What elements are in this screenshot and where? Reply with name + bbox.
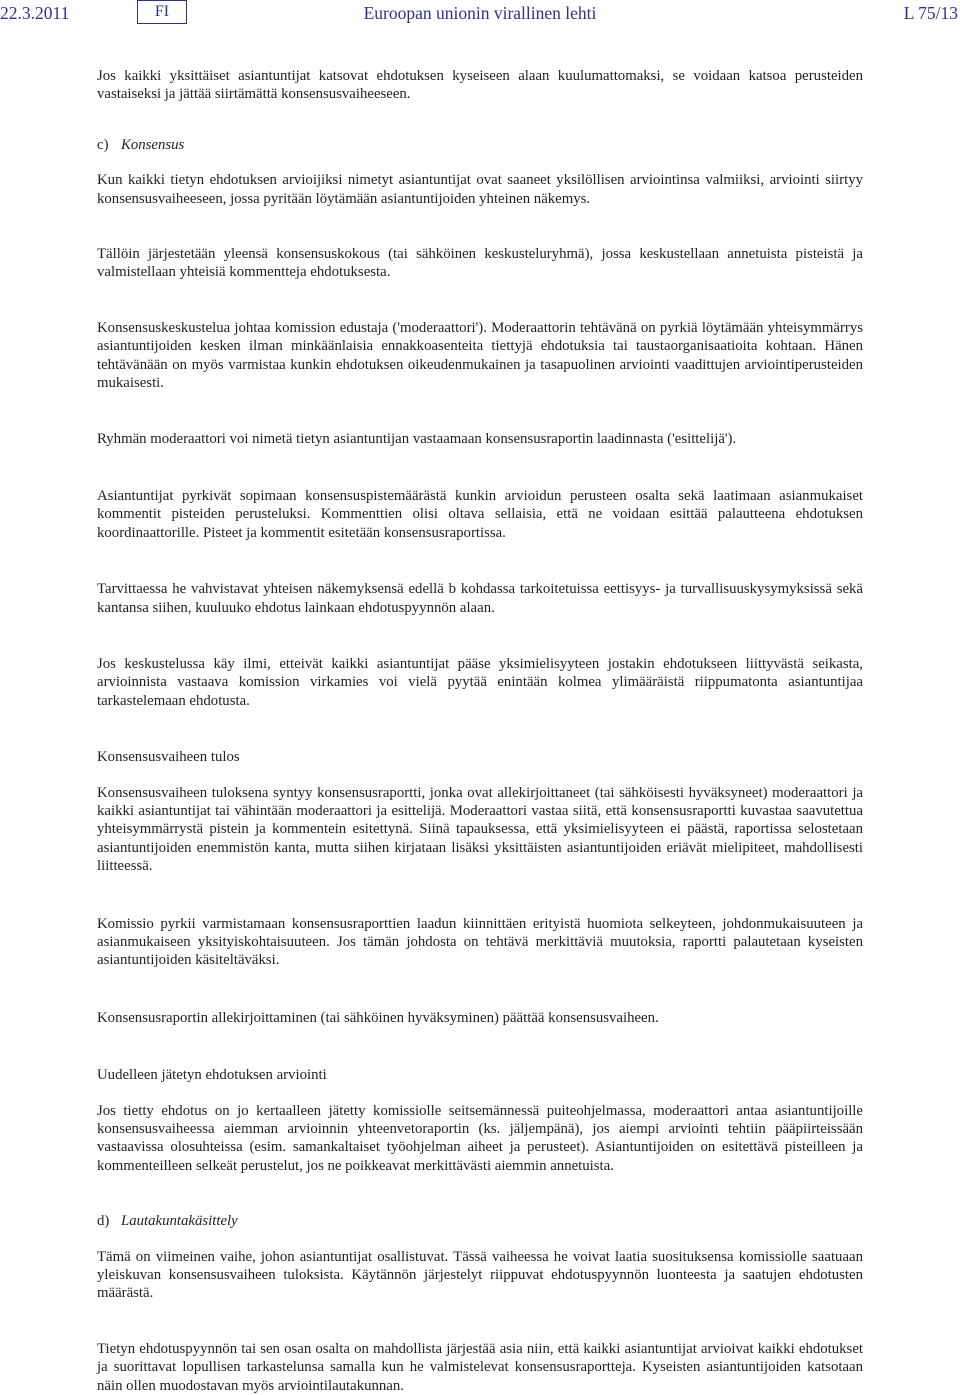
publication-date: 22.3.2011 (0, 3, 70, 23)
paragraph: Tämä on viimeinen vaihe, johon asiantuntijat osallistuvat. Tässä vaiheessa he voivat laatia suosituksensa komissiolle saatuaan yleiskuvan konsensusvaiheen tuloksista. Käytännön järjestelyt riippuvat ehdotuspyynnön luonteesta ja saatujen ehdotusten määrästä. (97, 1248, 863, 1302)
paragraph: Jos keskustelussa käy ilmi, etteivät kaikki asiantuntijat pääse yksimielisyyteen jostakin ehdotukseen liittyvästä seikasta, arvioinnista vastaava komission virkamies voi vielä pyytää enintään kolmea ylimääräistä riippumatonta asiantuntijaa tarkastelemaan ehdotusta. (97, 655, 863, 709)
paragraph: Konsensuskeskustelua johtaa komission edustaja ('moderaattori'). Moderaattorin tehtävänä on pyrkiä löytämään yhteisymmärrys asiantuntijoiden kesken ilman minkäänlaisia ennakkoasenteita tiettyjä ehdotuksia tai taustaorganisaatioita kohtaan. Hänen tehtävänään on myös varmistaa kunkin ehdotuksen oikeudenmukainen ja tasapuolinen arviointi vaadittujen arviointiperusteiden mukaisesti. (97, 319, 863, 392)
paragraph: Jos kaikki yksittäiset asiantuntijat katsovat ehdotuksen kyseiseen alaan kuulumattomaksi, se voidaan katsoa perusteiden vastaiseksi ja jättää siirtämättä konsensusvaiheeseen. (97, 68, 863, 103)
subheading: Konsensusvaiheen tulos (97, 749, 240, 766)
paragraph: Asiantuntijat pyrkivät sopimaan konsensuspistemäärästä kunkin arvioidun perusteen osalta sekä laatimaan asianmukaiset kommentit pisteiden perusteluksi. Kommenttien olisi oltava sellaisia, että ne voidaan esittää palautteena ehdotuksen koordinaattorille. Pisteet ja kommentit esitetään konsensusraportissa. (97, 487, 863, 541)
journal-title: Euroopan unionin virallinen lehti (363, 3, 597, 23)
page-header (0, 0, 960, 28)
paragraph: Tarvittaessa he vahvistavat yhteisen näkemyksensä edellä b kohdassa tarkoitetuissa eettisyys- ja turvallisuuskysymyksissä sekä kantansa siihen, kuuluuko ehdotus lainkaan ehdotuspyynnön alaan. (97, 581, 863, 616)
subheading: Uudelleen jätetyn ehdotuksen arviointi (97, 1067, 327, 1084)
section-heading-c (97, 136, 863, 154)
paragraph: Jos tietty ehdotus on jo kertaalleen jätetty komissiolle seitsemännessä puiteohjelmassa, moderaattori antaa asiantuntijoille konsensusvaiheessa aiemman arvioinnin yhteenvetoraportin (ks. jäljempänä), jos aiempi arviointi tehtiin pääpiirteissään vastaavissa olosuhteissa (esim. samankaltaiset työohjelman aiheet ja perusteet). Asiantuntijoiden on esitettävä pisteilleen ja kommenteilleen selkeät perustelut, jos ne poikkeavat merkittävästi aiemmin annetuista. (97, 1102, 863, 1174)
paragraph: Tällöin järjestetään yleensä konsensuskokous (tai sähköinen keskusteluryhmä), jossa keskustellaan annetuista pisteistä ja valmistellaan yhteisiä kommentteja ehdotuksesta. (97, 246, 863, 281)
paragraph: Konsensusvaiheen tuloksena syntyy konsensusraportti, jonka ovat allekirjoittaneet (tai sähköisesti hyväksyneet) moderaattori ja kaikki asiantuntijat tai vähintään moderaattori ja esittelijä. Moderaattori vastaa siitä, että konsensusraportti kuvastaa saavutettua yhteisymmärrystä pistein ja kommentein esitettynä. Siinä tapauksessa, että yksimielisyyteen ei päästä, raportissa selostetaan asiantuntijoiden enemmistön kanta, mutta siihen kirjataan lisäksi yksittäisten asiantuntijoiden eriävät mielipiteet, mahdollisesti liitteessä. (97, 784, 863, 875)
paragraph: Komissio pyrkii varmistamaan konsensusraporttien laadun kiinnittäen erityistä huomiota selkeyteen, johdonmukaisuuteen ja asianmukaiseen yksityiskohtaisuuteen. Jos tämän johdosta on tehtävä merkittäviä muutoksia, raportti palautetaan kyseisten asiantuntijoiden käsiteltäväksi. (97, 915, 863, 969)
paragraph: Tietyn ehdotuspyynnön tai sen osan osalta on mahdollista järjestää asia niin, että kaikki asiantuntijat arvioivat kaikki ehdotukset ja suorittavat lopullisen tarkastelunsa samalla kun he valmistelevat konsensusraportteja. Kyseisten asiantuntijoiden katsotaan näin ollen muodostavan myös arviointilautakunnan. (97, 1340, 863, 1394)
section-title: Lautakuntakäsittely (121, 1213, 238, 1230)
paragraph: Konsensusraportin allekirjoittaminen (tai sähköinen hyväksyminen) päättää konsensusvaiheen. (97, 1009, 659, 1026)
section-heading-d (97, 1212, 863, 1230)
section-label: c) (97, 136, 109, 153)
paragraph: Ryhmän moderaattori voi nimetä tietyn asiantuntijan vastaamaan konsensusraportin laadinnasta ('esittelijä'). (97, 431, 737, 448)
paragraph: Kun kaikki tietyn ehdotuksen arvioijiksi nimetyt asiantuntijat ovat saaneet yksilöllisen arviointinsa valmiiksi, arviointi siirtyy konsensusvaiheeseen, jossa pyritään löytämään asiantuntijoiden yhteinen näkemys. (97, 172, 863, 207)
page-number: L 75/13 (903, 3, 958, 23)
section-title: Konsensus (121, 136, 185, 153)
section-label: d) (97, 1213, 110, 1230)
document-body (97, 67, 863, 1395)
language-code-box: FI (137, 0, 187, 24)
